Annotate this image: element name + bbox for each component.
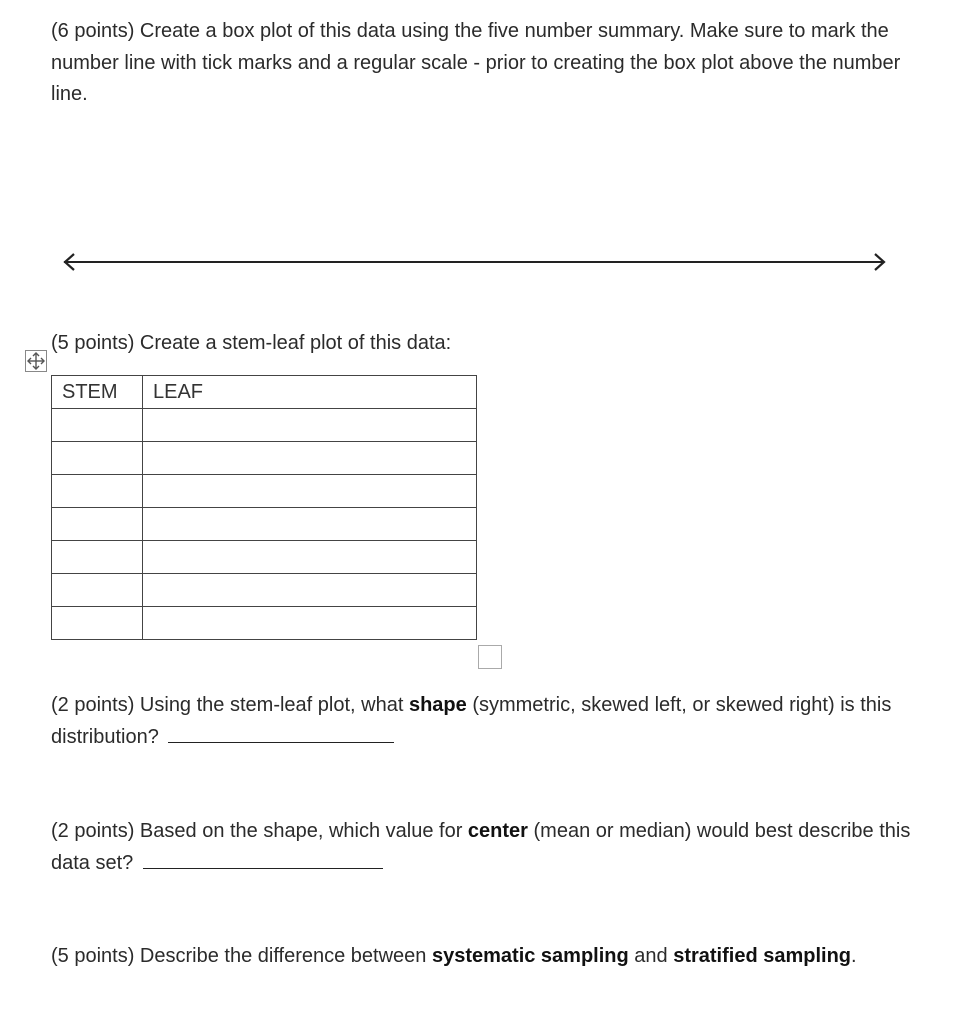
stem-leaf-table [51, 375, 477, 640]
center-keyword: center [467, 820, 528, 842]
systematic-sampling-keyword: systematic sampling [431, 945, 629, 967]
number-line [60, 248, 890, 276]
question-center-text-end: (mean or median) would best describe this data set? [51, 820, 911, 874]
table-row [52, 541, 477, 574]
table-row [52, 508, 477, 541]
question-shape-text-start: (2 points) Using the stem-leaf plot, what [51, 694, 409, 716]
table-row [52, 607, 477, 640]
question-stem-leaf-text: (5 points) Create a stem-leaf plot of this data: [51, 332, 452, 354]
leaf-cell[interactable] [143, 442, 477, 475]
leaf-cell[interactable] [143, 475, 477, 508]
question-center-text-start: (2 points) Based on the shape, which value for [51, 820, 468, 842]
move-arrows-icon[interactable] [25, 350, 47, 372]
question-shape [51, 690, 931, 753]
table-header-row [52, 376, 477, 409]
question-sampling-text-end: . [851, 945, 857, 967]
table-row [52, 409, 477, 442]
question-sampling [51, 941, 941, 973]
question-box-plot [51, 16, 931, 111]
stem-cell[interactable] [52, 409, 143, 442]
stem-header: STEM [52, 376, 143, 409]
stem-cell[interactable] [52, 508, 143, 541]
question-shape-text-end: (symmetric, skewed left, or skewed right) is this distribution? [51, 694, 892, 748]
stem-cell[interactable] [52, 442, 143, 475]
question-stem-leaf [51, 328, 451, 360]
question-box-plot-text: (6 points) Create a box plot of this data using the five number summary. Make sure to mark the number line with tick marks and a regular scale - prior to creating the box plot above the number line. [51, 20, 901, 105]
stem-cell[interactable] [52, 475, 143, 508]
question-sampling-text-start: (5 points) Describe the difference between [51, 945, 432, 967]
question-sampling-text-middle: and [628, 945, 674, 967]
leaf-cell[interactable] [143, 409, 477, 442]
shape-answer-blank[interactable] [168, 722, 394, 743]
leaf-cell[interactable] [143, 508, 477, 541]
stem-cell[interactable] [52, 574, 143, 607]
leaf-cell[interactable] [143, 541, 477, 574]
stratified-sampling-keyword: stratified sampling [673, 945, 852, 967]
table-row [52, 475, 477, 508]
table-row [52, 442, 477, 475]
table-resize-handle-icon[interactable] [478, 645, 502, 669]
leaf-header: LEAF [143, 376, 477, 409]
leaf-cell[interactable] [143, 607, 477, 640]
leaf-cell[interactable] [143, 574, 477, 607]
center-answer-blank[interactable] [143, 848, 383, 869]
question-center [51, 816, 931, 879]
stem-cell[interactable] [52, 607, 143, 640]
table-row [52, 574, 477, 607]
stem-cell[interactable] [52, 541, 143, 574]
shape-keyword: shape [408, 694, 467, 716]
